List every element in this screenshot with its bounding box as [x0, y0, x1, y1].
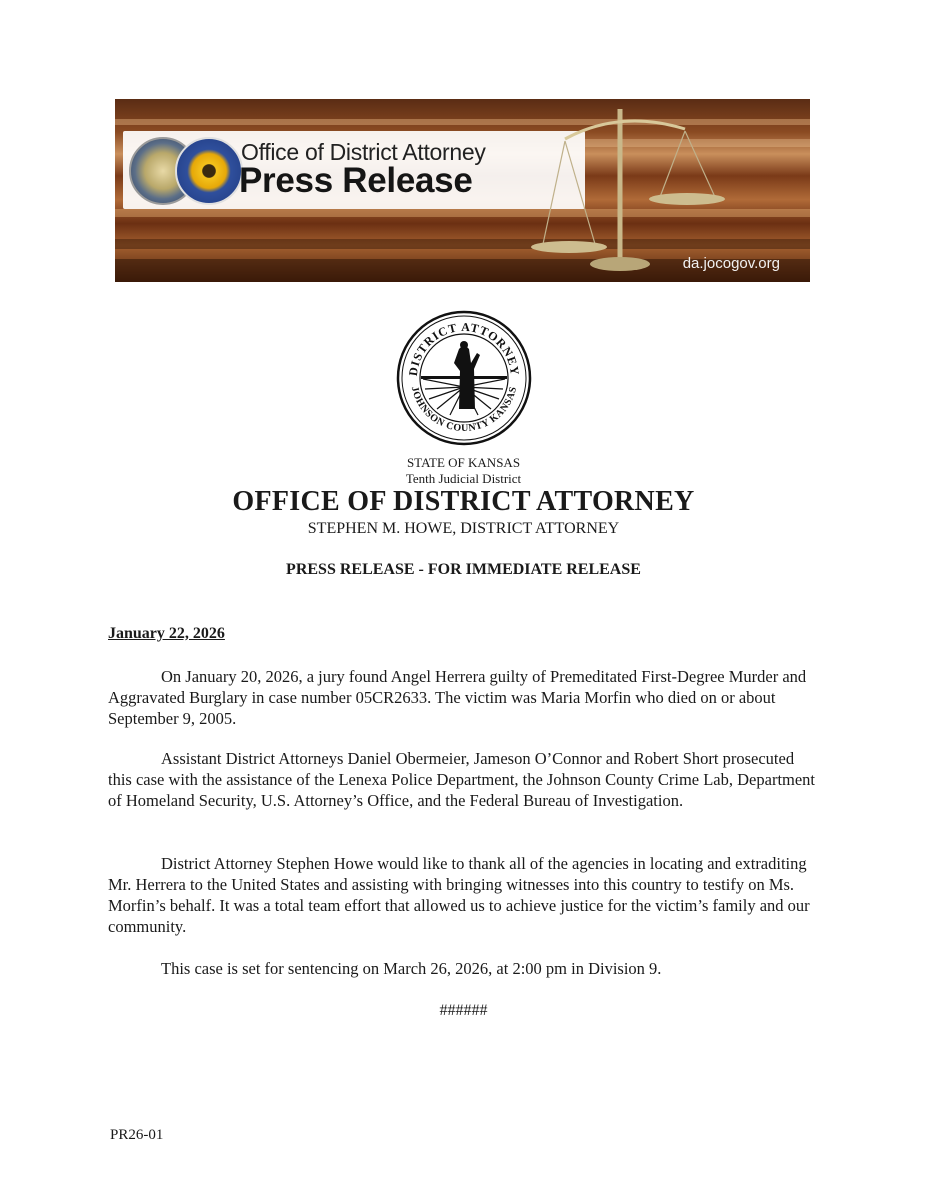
district-attorney-seal-icon — [395, 309, 533, 447]
press-release-code: PR26-01 — [110, 1127, 164, 1143]
seal-bottom-text: JOHNSON COUNTY KANSAS — [408, 385, 520, 435]
paragraph-verdict: On January 20, 2026, a jury found Angel Herrera guilty of Premeditated First-Degree Murder and Aggravated Burglary in case number 05CR2633. The victim was Maria Morfin who died on or about September 9, 2005. — [108, 667, 807, 728]
end-mark: ###### — [439, 1002, 488, 1019]
release-date: January 22, 2026 — [108, 625, 225, 642]
banner-website-url: da.jocogov.org — [682, 255, 780, 272]
johnson-county-seal-icon — [175, 137, 243, 205]
paragraph-prosecutors: Assistant District Attorneys Daniel Obermeier, Jameson O’Connor and Robert Short prosecuted this case with the assistance of the Lenexa Police Department, the Johnson County Crime Lab, Department of Homeland Security, U.S. Attorney’s Office, and the Federal Bureau of Investigation. — [108, 749, 816, 810]
press-release-heading: PRESS RELEASE - FOR IMMEDIATE RELEASE — [286, 561, 641, 578]
judicial-district: Tenth Judicial District — [405, 471, 522, 486]
state-name: STATE OF KANSAS — [406, 455, 521, 470]
office-title: OFFICE OF DISTRICT ATTORNEY — [232, 486, 695, 517]
press-release-banner — [115, 99, 810, 282]
seal-top-text: DISTRICT ATTORNEY — [405, 319, 523, 377]
paragraph-sentencing: This case is set for sentencing on March 26, 2026, at 2:00 pm in Division 9. — [161, 959, 662, 978]
district-attorney-name: STEPHEN M. HOWE, DISTRICT ATTORNEY — [307, 520, 620, 537]
banner-title-line2: Press Release — [239, 161, 473, 200]
paragraph-thanks: District Attorney Stephen Howe would like to thank all of the agencies in locating and extraditing Mr. Herrera to the United States and assisting with bringing witnesses into this country to testify on Ms. Morfin’s behalf. It was a total team effort that allowed us to achieve justice for the victim’s family and our community. — [108, 854, 810, 936]
banner-title-line1: Office of District Attorney — [241, 139, 486, 165]
